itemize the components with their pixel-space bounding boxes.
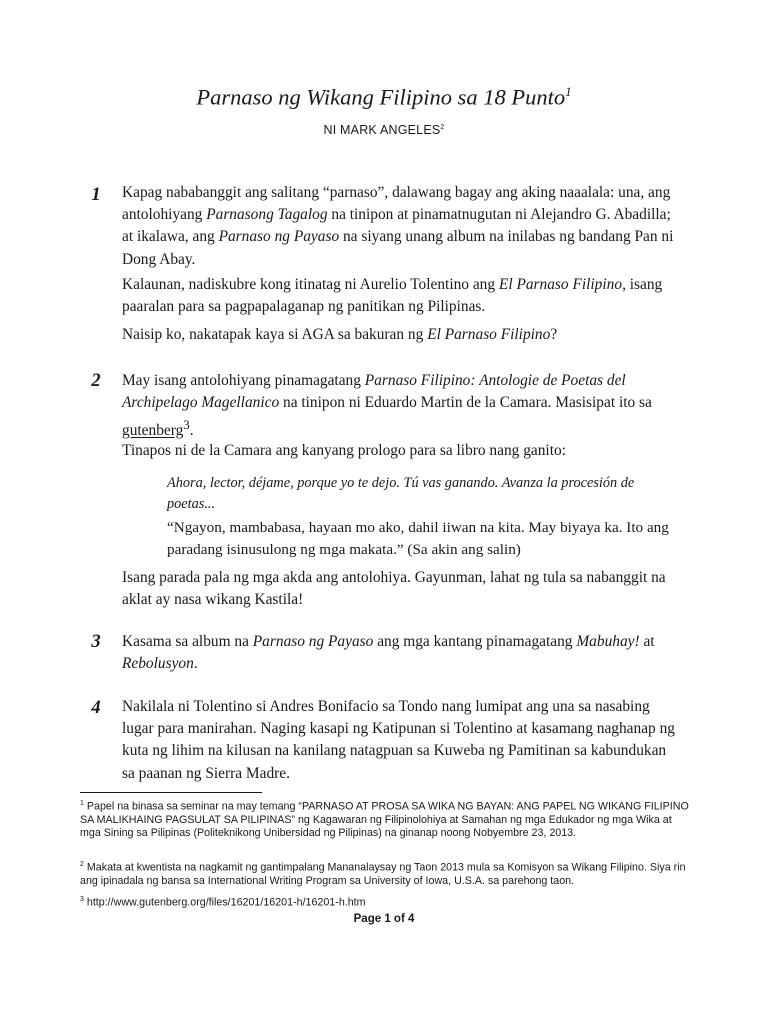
footnote-ref-3: 3 xyxy=(183,418,190,433)
footnote-separator xyxy=(80,792,262,793)
gutenberg-link[interactable]: gutenberg xyxy=(122,422,184,440)
section-1-paragraph-3: Naisip ko, nakatapak kaya si AGA sa bakuran ng El Parnaso Filipino? xyxy=(122,326,558,343)
footnote-ref-1: 1 xyxy=(565,84,572,99)
footnote-ref-2: 2 xyxy=(440,123,445,131)
footnote-2: $^2$ Makata at kwentista na nagkamit ng gantimpalang Mananalaysay ng Taon 2013 mula sa Komisyon sa Wikang Filipino. Siya rin ang ipinadala ng bansa sa International Writing Program sa University of Iowa, U.S.A. sa parehong taon. xyxy=(80,861,686,887)
page-title: Parnaso ng Wikang Filipino sa 18 Punto$^1$ xyxy=(196,84,572,110)
section-number-2: 2 xyxy=(91,371,101,391)
section-number-3: 3 xyxy=(91,632,101,652)
footnote-3: $^3$ http://www.gutenberg.org/files/16201/16201-h/16201-h.htm xyxy=(80,896,366,909)
section-number-4: 4 xyxy=(91,698,101,718)
footnote-1: $^1$ Papel na binasa sa seminar na may temang “PARNASO AT PROSA SA WIKA NG BAYAN: ANG PAPEL NG WIKANG FILIPINO SA MALIKHAING PAGSULAT SA PILIPINAS” ng Kagawaran ng Filipinolohiya at Samahan ng mga Edukador ng mga Wika at mga Sining sa Pilipinas (Politeknikong Unibersidad ng Pilipinas) na ginanap noong Nobyembre 23, 2013. xyxy=(80,800,689,840)
section-number-1: 1 xyxy=(91,185,101,205)
section-2-paragraph-1: May isang antolohiyang pinamagatang Parnaso Filipino: Antologie de Poetas del Archipelago Magellanico na tinipon ni Eduardo Martin de la Camara. Masisipat ito sa gutenberg$^3$. xyxy=(122,372,652,440)
section-1-paragraph-2: Kalaunan, nadiskubre kong itinatag ni Aurelio Tolentino ang El Parnaso Filipino, isang paaralan para sa pagpapalaganap ng panitikan ng Pilipinas. xyxy=(122,276,663,316)
section-1-paragraph-1: Kapag nababanggit ang salitang “parnaso”, dalawang bagay ang aking naaalala: una, ang antolohiyang Parnasong Tagalog na tinipon at pinamatnugutan ni Alejandro G. Abadilla; at ikalawa, ang Parnaso ng Payaso na siyang unang album na inilabas ng bandang Pan ni Dong Abay. xyxy=(122,184,674,268)
spanish-quote: Ahora, lector, déjame, porque yo te dejo. Tú vas ganando. Avanza la procesión de poetas... xyxy=(167,475,635,512)
tagalog-translation: “Ngayon, mambabasa, hayaan mo ako, dahil iiwan na kita. May biyaya ka. Ito ang paradang isinusulong ng mga makata.” (Sa akin ang salin) xyxy=(167,519,669,559)
section-3-paragraph-1: Kasama sa album na Parnaso ng Payaso ang mga kantang pinamagatang Mabuhay! at Rebolusyon. xyxy=(122,633,655,673)
section-4-paragraph-1: Nakilala ni Tolentino si Andres Bonifacio sa Tondo nang lumipat ang una sa nasabing lugar para manirahan. Naging kasapi ng Katipunan si Tolentino at kasamang naghanap ng kuta ng lihim na kilusan na kanilang natagpuan sa Kuweba ng Pamitinan sa kabundukan sa paanan ng Sierra Madre. xyxy=(122,698,675,782)
section-2-paragraph-2: Tinapos ni de la Camara ang kanyang prologo para sa libro nang ganito: xyxy=(122,442,566,459)
footnote-url[interactable]: http://www.gutenberg.org/files/16201/16201-h/16201-h.htm xyxy=(86,896,366,909)
section-2-paragraph-3: Isang parada pala ng mga akda ang antolohiya. Gayunman, lahat ng tula sa nabanggit na aklat ay nasa wikang Kastila! xyxy=(122,569,666,609)
author-line: NI MARK ANGELES$^2$ xyxy=(323,123,445,137)
page-number: Page 1 of 4 xyxy=(353,913,415,925)
